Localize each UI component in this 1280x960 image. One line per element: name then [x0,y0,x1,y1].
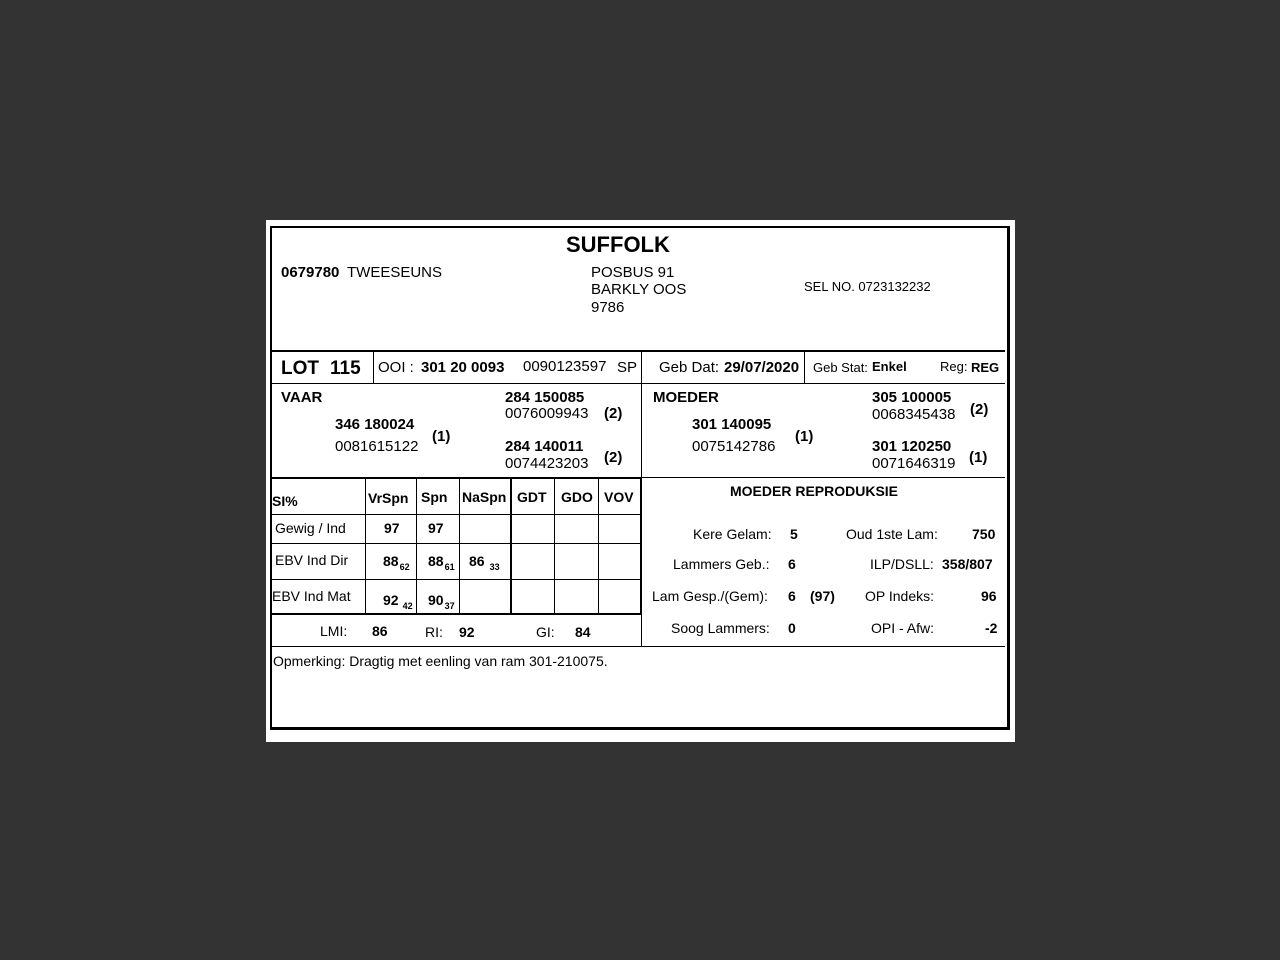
divider [373,351,374,383]
gi-label: GI: [536,624,555,640]
granddam-2-grade: (1) [969,449,988,466]
dam-registration: 0075142786 [692,438,776,455]
address-line-2: BARKLY OOS [591,281,687,298]
grandsire-2-number: 284 140011 [505,438,584,455]
remark: Opmerking: Dragtig met eenling van ram 301-210075. [273,653,608,669]
opi-afw-value: -2 [985,620,998,636]
grandsire-1-number: 284 150085 [505,389,585,406]
divider [272,350,1005,352]
sel-number: SEL NO. 0723132232 [804,279,931,294]
kere-gelam-label: Kere Gelam: [693,526,772,542]
geb-stat-value: Enkel [872,359,907,374]
ooi-registration: 0090123597 [523,358,607,375]
lot-card [266,220,1015,742]
lot-number: 115 [330,358,361,379]
opi-afw-label: OPI - Afw: [871,620,935,636]
oud-value: 750 [972,526,996,542]
ooi-number: 301 20 0093 [421,359,505,376]
sire-registration: 0081615122 [335,438,419,455]
address-line-3: 9786 [591,299,625,316]
repro-title: MOEDER REPRODUKSIE [730,483,899,499]
si-header: SI% [272,493,298,509]
lmi-label: LMI: [320,623,348,639]
kere-gelam-value: 5 [790,526,798,542]
grandsire-1-registration: 0076009943 [505,405,589,422]
naspn-header: NaSpn [462,489,507,505]
row-label: EBV Ind Dir [275,552,349,568]
divider [804,351,805,383]
table-cell: $90_{37}$ [428,592,455,611]
granddam-2-number: 301 120250 [872,438,952,455]
granddam-2-registration: 0071646319 [872,455,956,472]
spn-header: Spn [421,489,448,505]
table-line [272,579,642,580]
lmi-value: 86 [372,623,388,639]
gdt-header: GDT [517,489,547,505]
granddam-1-number: 305 100005 [872,389,952,406]
table-cell: $88_{62}$ [383,553,410,572]
sire-grade: (1) [432,428,451,445]
table-line [272,514,642,515]
table-cell: 86 $_{33}$ [469,553,500,572]
ilp-label: ILP/DSLL: [870,556,934,572]
vaar-label: VAAR [281,389,323,406]
table-line [459,478,460,614]
table-line [272,543,642,544]
lam-gem-value: (97) [810,588,835,604]
lam-gesp-value: 6 [788,588,796,604]
vrspn-header: VrSpn [368,490,409,506]
owner-name: TWEESEUNS [347,264,443,281]
oud-label: Oud 1ste Lam: [846,526,938,542]
row-label: EBV Ind Mat [272,588,351,604]
ilp-value: 358/807 [942,556,993,572]
lot-label: LOT [281,358,319,379]
lammers-geb-label: Lammers Geb.: [673,556,770,572]
geb-stat-label: Geb Stat: [813,360,868,375]
grandsire-1-grade: (2) [604,405,623,422]
ooi-label: OOI : [378,359,414,376]
gi-value: 84 [575,624,591,640]
granddam-1-registration: 0068345438 [872,406,956,423]
divider [641,351,642,383]
grandsire-2-registration: 0074423203 [505,455,589,472]
granddam-1-grade: (2) [970,401,989,418]
table-cell: 97 [428,520,444,536]
soog-value: 0 [788,620,796,636]
ri-label: RI: [425,624,443,640]
breed-title: SUFFOLK [566,232,670,257]
geb-dat-value: 29/07/2020 [724,359,800,376]
table-cell: $88_{61}$ [428,553,455,572]
grandsire-2-grade: (2) [604,449,623,466]
op-indeks-value: 96 [981,588,997,604]
table-line [554,478,555,614]
table-border [272,477,642,479]
table-cell: 97 [384,520,400,536]
sire-number: 346 180024 [335,416,415,433]
lam-gesp-label: Lam Gesp./(Gem): [652,588,768,604]
soog-label: Soog Lammers: [671,620,770,636]
reg-label: Reg: [940,359,968,374]
table-line [640,478,642,614]
lammers-geb-value: 6 [788,556,796,572]
table-line [598,478,599,614]
moeder-label: MOEDER [653,389,719,406]
table-cell: 92 $_{42}$ [383,592,413,611]
divider [272,383,1005,384]
owner-number: 0679780 [281,264,340,281]
table-line [416,478,417,614]
ri-value: 92 [459,624,475,640]
reg-value: REG [971,360,1000,375]
address-line-1: POSBUS 91 [591,264,675,281]
divider [272,646,1005,647]
table-line [510,478,512,614]
dam-grade: (1) [795,428,814,445]
dam-number: 301 140095 [692,416,772,433]
op-indeks-label: OP Indeks: [865,588,935,604]
row-label: Gewig / Ind [275,520,346,536]
ooi-sp: SP [617,359,638,376]
gdo-header: GDO [561,489,593,505]
geb-dat-label: Geb Dat: [659,359,720,376]
vov-header: VOV [604,489,634,505]
table-line [365,478,366,614]
table-line [272,613,642,615]
